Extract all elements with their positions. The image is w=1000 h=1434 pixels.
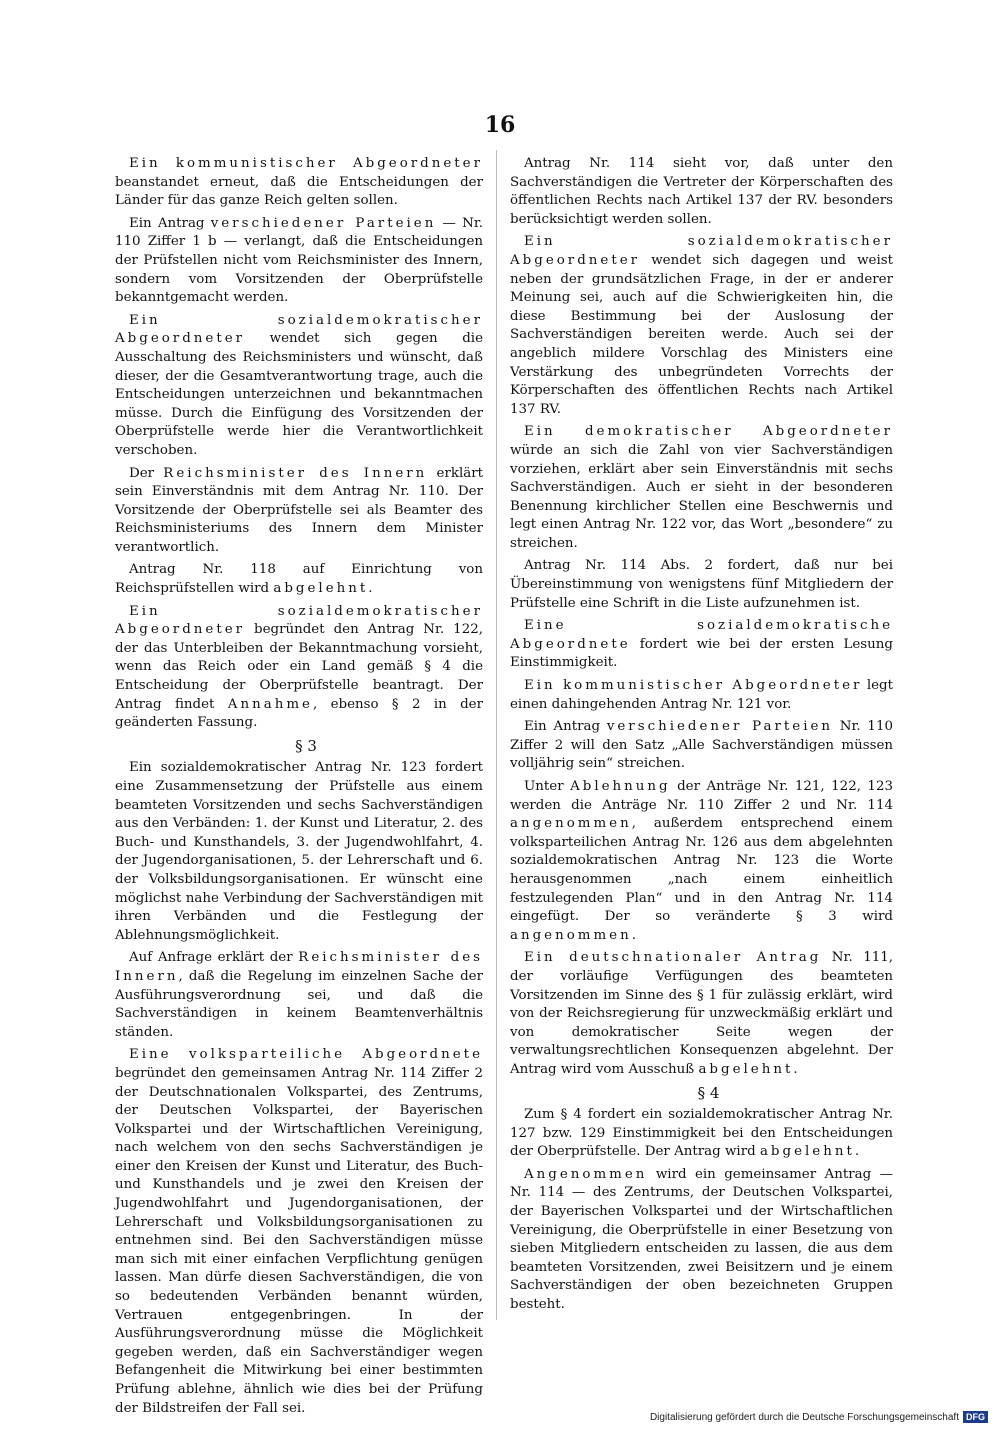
paragraph-text: Antrag Nr. 114 Abs. 2 fordert, daß nur bei Übereinstimmung von wenigstens fünf Mitgliedern der Prüfstelle eine Schrift in die Liste aufzunehmen ist.: [510, 558, 893, 611]
page-number: 16: [484, 112, 516, 138]
paragraph-text: Unter: [524, 779, 571, 794]
paragraph: [115, 215, 483, 308]
spaced-text: verschiedener Parteien: [210, 215, 437, 231]
spaced-text: Ein sozialdemokratischer Abgeordneter: [115, 603, 483, 638]
paragraph: [510, 677, 893, 714]
paragraph-text: Zum § 4 fordert ein sozialdemokratischer Antrag Nr. 127 bzw. 129 Einstimmigkeit bei den Entscheidungen der Oberprüfstelle. Der Antrag wird: [510, 1107, 893, 1160]
spaced-text: Ein deutschnationaler Antrag: [524, 950, 822, 966]
section-heading: § 3: [295, 736, 317, 755]
footer-text: Digitalisierung gefördert durch die Deutsche Forschungsgemeinschaft: [649, 1411, 959, 1423]
paragraph-text: Auf Anfrage erklärt der: [129, 950, 299, 966]
paragraph: [115, 155, 483, 211]
paragraph: [510, 155, 893, 229]
paragraph: [510, 718, 893, 774]
paragraph-text: erklärt sein Einverständnis mit dem Antrag Nr. 110. Der Vorsitzende der Oberprüfstelle sei als Beamter des Reichsministeriums des Innern dem Minister verantwortlich.: [115, 465, 484, 555]
paragraph-text: begründet den Antrag Nr. 122, der das Unterbleiben der Bekanntmachung vorsieht, wenn das Reich oder ein Land gemäß § 4 die Entscheidung der Oberprüfstelle beantragt. Der Antrag findet: [115, 622, 483, 712]
paragraph: [510, 557, 893, 613]
spaced-text: Ein sozialdemokratischer Abgeordneter: [115, 312, 483, 347]
spaced-text: Annahme: [227, 696, 313, 712]
paragraph: [115, 312, 483, 461]
paragraph-text: .: [854, 1144, 860, 1160]
paragraph-text: der Anträge Nr. 121, 122, 123 werden die Anträge Nr. 110 Ziffer 2 und Nr. 114: [510, 779, 893, 813]
paragraph: [115, 759, 483, 945]
spaced-text: Ein kommunistischer Abgeordneter: [129, 156, 483, 171]
paragraph-text: , außerdem entsprechend einem volksparteilichen Antrag Nr. 126 aus dem abgelehnten sozialdemokratischen Antrag Nr. 123 die Worte herausgenommen „nach einem einheitlich festzulegenden Plan“ und in den Antrag Nr. 114 eingefügt. Der so veränderte § 3 wird: [510, 816, 893, 925]
section-heading: § 4: [697, 1083, 720, 1102]
paragraph-text: Nr. 111, der vorläufige Verfügungen des beamteten Vorsitzenden im Sinne des § 1 für zulässig erklärt, wird von der Reichsregierung für unzweckmäßig erklärt und von demokratischer Seite wegen der verwaltungsrechtlichen Konsequenzen abgelehnt. Der Antrag wird vom Ausschuß: [510, 950, 894, 1077]
paragraph-text: Antrag Nr. 118 auf Einrichtung von Reichsprüfstellen wird: [115, 562, 483, 597]
paragraph: [510, 1106, 893, 1162]
spaced-text: Ein demokratischer Abgeordneter: [524, 424, 893, 440]
spaced-text: abgelehnt: [698, 1061, 794, 1077]
paragraph-text: beanstandet erneut, daß die Entscheidungen der Länder für das ganze Reich gelten sollen.: [115, 174, 483, 209]
spaced-text: Eine volksparteiliche Abgeordnete: [129, 1047, 483, 1063]
spaced-text: Ein sozialdemokratischer Abgeordneter: [510, 234, 893, 268]
spaced-text: Reichsminister des Innern: [163, 465, 428, 481]
paragraph: [510, 233, 893, 419]
paragraph-text: Antrag Nr. 114 sieht vor, daß unter den Sachverständigen die Vertreter der Körperschaften des öffentlichen Rechts nach Artikel 137 der RV. besonders berücksichtigt werden sollen.: [510, 156, 893, 227]
paragraph: [510, 778, 893, 945]
paragraph-text: wird ein gemeinsamer Antrag — Nr. 114 — des Zentrums, der Deutschen Volkspartei, der Bayerischen Volkspartei und der Wirtschaftlichen Vereinigung, die Oberprüfstelle in einer Besetzung von sieben Mitgliedern entscheiden zu lassen, die aus dem beamteten Vorsitzenden, zwei Beisitzern und je einem Sachverständigen der oben bezeichneten Gruppen besteht.: [510, 1166, 893, 1313]
spaced-text: Ablehnung: [570, 779, 671, 794]
paragraph-text: Nr. 110 Ziffer 2 will den Satz „Alle Sachverständigen müssen volljährig sein“ streichen.: [510, 719, 893, 772]
paragraph: [115, 465, 483, 558]
spaced-text: Reichsminister des Innern: [115, 950, 483, 984]
spaced-text: Angenommen: [524, 1166, 648, 1182]
spaced-text: abgelehnt: [273, 581, 369, 597]
paragraph: [115, 603, 483, 733]
paragraph-text: — Nr. 110 Ziffer 1 b — verlangt, daß die Entscheidungen der Prüfstellen nicht vom Reichsminister des Innern, sondern vom Vorsitzenden der Oberprüfstelle bekanntgemacht werden.: [115, 215, 483, 306]
paragraph-text: Ein Antrag: [524, 719, 607, 735]
paragraph-text: Ein Antrag: [129, 215, 211, 231]
paragraph: [510, 617, 893, 673]
paragraph: [510, 949, 893, 1079]
paragraph-text: fordert wie bei der ersten Lesung Einstimmigkeit.: [510, 636, 893, 671]
spaced-text: angenommen: [510, 816, 632, 832]
dfg-logo: DFG: [963, 1411, 988, 1423]
spaced-text: Eine sozialdemokratische Abgeordnete: [510, 618, 893, 652]
column-divider: [496, 150, 497, 1320]
paragraph-text: , daß die Regelung im einzelnen Sache der Ausführungsverordnung sei, und daß die Sachverständigen in keinem Beamtenverhältnis ständen.: [115, 968, 483, 1040]
spaced-text: Ein kommunistischer Abgeordneter: [524, 678, 863, 694]
paragraph-text: Der: [129, 465, 164, 481]
paragraph-text: .: [793, 1061, 798, 1077]
paragraph: [510, 1166, 893, 1315]
paragraph-text: würde an sich die Zahl von vier Sachverständigen vorziehen, erklärt aber sein Einverständnis mit sechs Sachverständigen. Auch er sieht in der besonderen Benennung kirchlicher Stellen eine Beschwernis und legt einen Antrag Nr. 122 vor, das Wort „besondere“ zu streichen.: [510, 442, 893, 551]
paragraph-text: wendet sich dagegen und weist neben der grundsätzlichen Frage, in der er anderer Meinung sei, auch auf die Schwierigkeiten hin, die diese Bestimmung bei der Auslosung der Sachverständigen bereiten werde. Auch sei der angeblich mildere Vorschlag des Ministers eine Verstärkung des unbegründeten Vorrechts der Körperschaften des öffentlichen Rechts nach Artikel 137 RV.: [510, 252, 893, 417]
footer-credit: [650, 1411, 988, 1423]
paragraph: [510, 423, 893, 553]
left-column: [115, 155, 483, 1422]
paragraph: [115, 1046, 483, 1418]
spaced-text: abgelehnt: [759, 1144, 855, 1160]
paragraph-text: begründet den gemeinsamen Antrag Nr. 114 Ziffer 2 der Deutschnationalen Volkspartei, des Zentrums, der Deutschen Volkspartei, der Bayerischen Volkspartei und der Wirtschaftlichen Vereinigung, nach welchem von den sechs Sachverständigen je einer den Kreisen der Kunst und Literatur, des Buch- und Kunsthandels und je zwei den Kreisen der Jugendwohlfahrt und Jugendorganisationen, der Lehrerschaft und Volksbildungsorganisationen zu entnehmen sind. Bei den Sachverständigen müsse man sich mit einer einfachen Verpflichtung genügen lassen. Man dürfe diesen Sachverständigen, die von so bedeutenden Verbänden benannt würden, Vertrauen entgegenbringen. In der Ausführungsverordnung müsse die Möglichkeit gegeben werden, daß ein Sachverständiger wegen Befangenheit die Mitwirkung bei einer bestimmten Prüfung ablehne, ähnlich wie dies bei der Prüfung der Bildstreifen der Fall sei.: [115, 1065, 483, 1416]
paragraph-text: .: [631, 927, 636, 943]
paragraph: [115, 561, 483, 598]
right-column: [510, 155, 893, 1319]
spaced-text: verschiedener Parteien: [606, 719, 834, 735]
spaced-text: angenommen: [510, 927, 632, 943]
paragraph-text: .: [368, 581, 373, 597]
paragraph-text: , ebenso § 2 in der geänderten Fassung.: [115, 696, 484, 731]
paragraph-text: wendet sich gegen die Ausschaltung des Reichsministers und wünscht, daß dieser, der die Gesamtverantwortung trage, auch die Entscheidungen unterzeichnen und bekanntmachen müsse. Durch die Einfügung des Vorsitzenden der Oberprüfstelle werde hier die Verantwortlichkeit verschoben.: [115, 331, 483, 458]
paragraph-text: legt einen dahingehenden Antrag Nr. 121 vor.: [510, 678, 893, 712]
paragraph-text: Ein sozialdemokratischer Antrag Nr. 123 fordert eine Zusammensetzung der Prüfstelle aus einem beamteten Vorsitzenden und sechs Sachverständigen aus den Verbänden: 1. der Kunst und Literatur, 2. des Buch- und Kunsthandels, 3. der Jugendwohlfahrt, 4. der Jugendorganisationen, 5. der Lehrerschaft und 6. der Volksbildungsorganisationen. Er wünscht eine möglichst nahe Verbindung der Sachverständigen mit ihren Verbänden und die Festlegung der Ablehnungsmöglichkeit.: [115, 760, 483, 943]
paragraph: [115, 949, 483, 1042]
